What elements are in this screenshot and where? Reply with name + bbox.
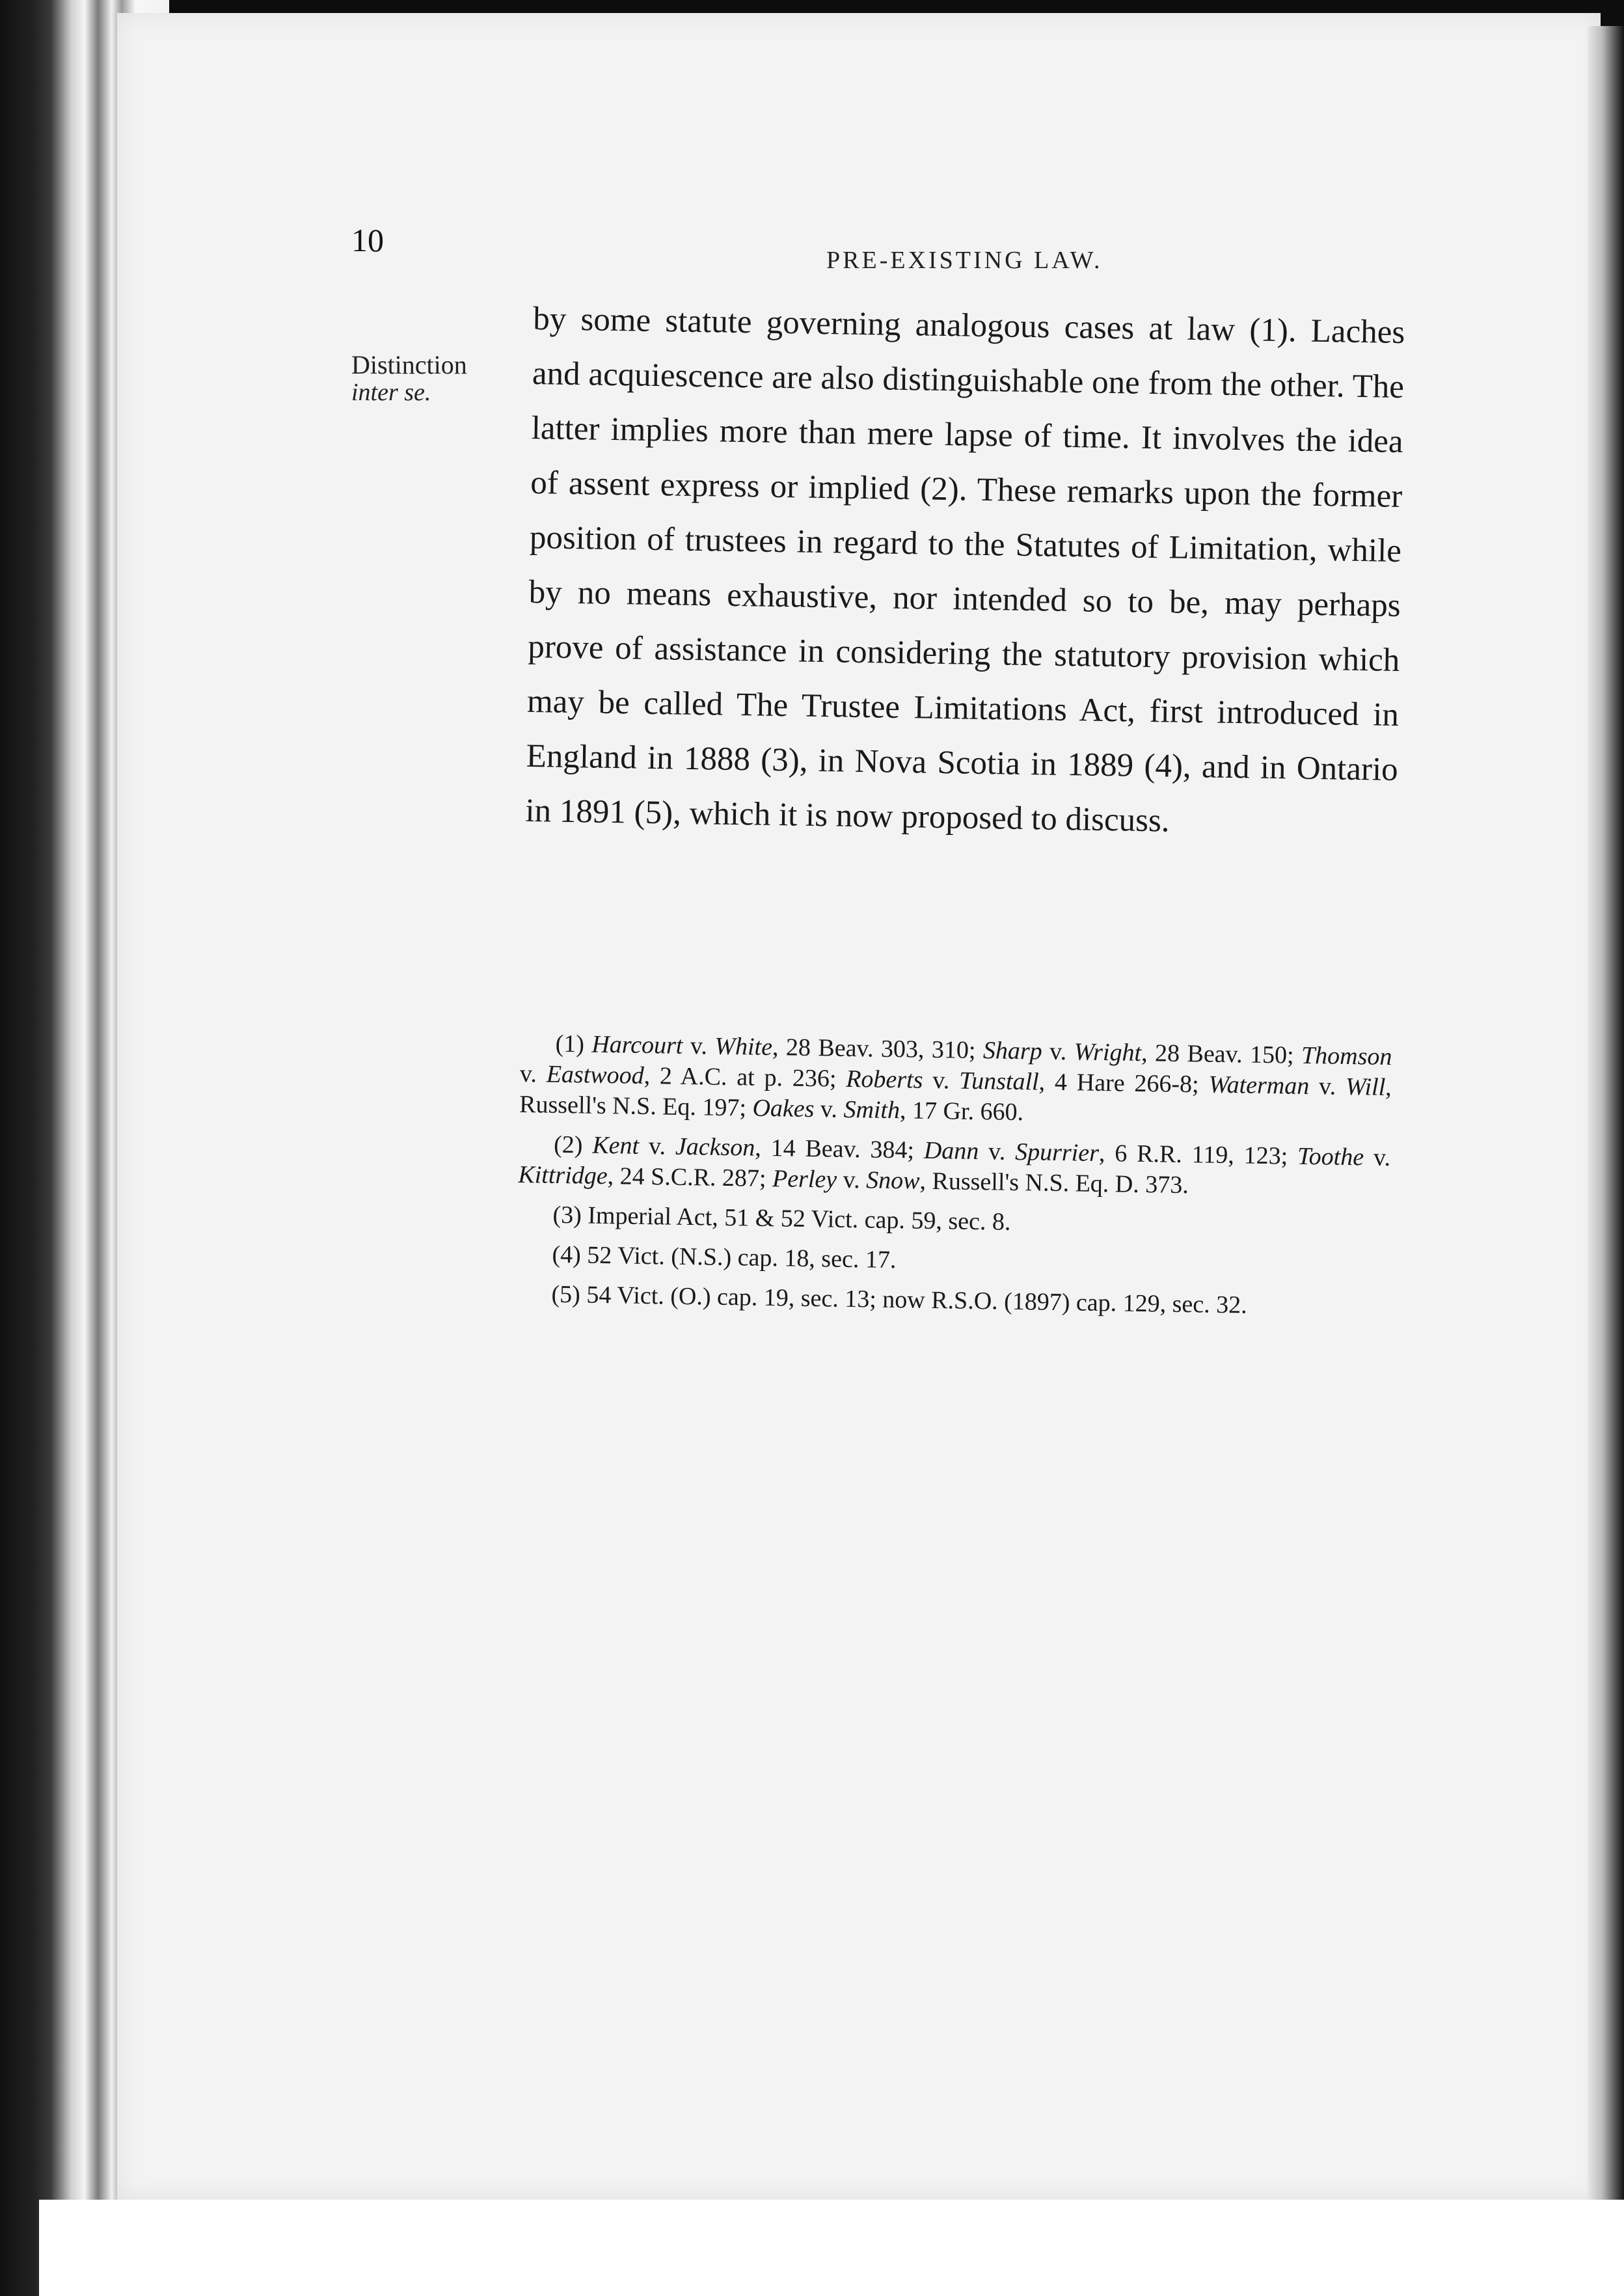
case-name: Will xyxy=(1345,1073,1386,1101)
footnote-text: , 28 Beav. 303, 310; xyxy=(772,1033,984,1065)
footnote-text: (4) 52 Vict. (N.S.) cap. 18, sec. 17. xyxy=(552,1240,897,1274)
case-name: Roberts xyxy=(845,1065,923,1094)
case-name: Oakes xyxy=(752,1094,815,1123)
margin-note-line-1: Distinction xyxy=(351,350,467,379)
footnote-text: , 28 Beav. 150; xyxy=(1141,1039,1302,1069)
case-name: Jackson xyxy=(675,1132,755,1162)
footnote-text: (2) xyxy=(553,1130,593,1159)
footnote-4 xyxy=(517,1239,1389,1283)
case-name: Tunstall xyxy=(958,1067,1039,1096)
case-name: Toothe xyxy=(1297,1142,1364,1171)
case-name: Kent xyxy=(592,1131,640,1160)
footnote-text: v. xyxy=(519,1059,547,1088)
case-name: Harcourt xyxy=(591,1030,683,1059)
page-right-edge xyxy=(1588,26,1624,2200)
case-name: Smith xyxy=(843,1095,900,1125)
footnote-text: , 4 Hare 266-8; xyxy=(1038,1068,1209,1099)
footnote-text: , Russell's N.S. Eq. D. 373. xyxy=(919,1167,1189,1199)
margin-note xyxy=(351,351,514,406)
footnotes xyxy=(516,1028,1392,1332)
case-name: White xyxy=(714,1032,773,1061)
footnote-text: (3) Imperial Act, 51 & 52 Vict. cap. 59, sec. 8. xyxy=(552,1201,1011,1236)
footnote-text: v. xyxy=(923,1066,960,1095)
footnote-3 xyxy=(517,1199,1390,1244)
footnote-text: , 17 Gr. 660. xyxy=(899,1097,1024,1127)
case-name: Snow xyxy=(865,1166,920,1195)
case-name: Waterman xyxy=(1208,1071,1310,1100)
footnote-text: v. xyxy=(814,1095,844,1123)
footnote-text: (1) xyxy=(555,1030,592,1058)
case-name: Kittridge xyxy=(518,1160,608,1190)
footnote-text: , 14 Beav. 384; xyxy=(754,1134,925,1164)
body-text xyxy=(525,292,1405,852)
footnote-2 xyxy=(518,1129,1390,1204)
case-name: Perley xyxy=(772,1165,837,1194)
footnote-text: , 2 A.C. at p. 236; xyxy=(643,1061,846,1093)
footnote-text: v. xyxy=(683,1032,715,1060)
footnote-text: v. xyxy=(836,1166,867,1194)
footnote-text: , 24 S.C.R. 287; xyxy=(607,1162,773,1193)
case-name: Sharp xyxy=(982,1037,1043,1065)
case-name: Thomson xyxy=(1301,1041,1392,1071)
running-head: PRE-EXISTING LAW. xyxy=(826,247,1103,274)
page-number: 10 xyxy=(351,222,384,258)
case-name: Dann xyxy=(923,1136,979,1166)
footnote-text: v. xyxy=(979,1138,1016,1166)
footnote-text: v. xyxy=(1042,1037,1075,1066)
margin-note-line-2: inter se. xyxy=(351,379,431,406)
footnote-text: v. xyxy=(1308,1073,1346,1100)
footnote-text: , Russell's N.S. Eq. 197; xyxy=(519,1073,1392,1122)
footnote-text: v. xyxy=(638,1132,676,1160)
case-name: Spurrier xyxy=(1014,1138,1100,1167)
footnote-1 xyxy=(519,1028,1392,1134)
case-name: Eastwood xyxy=(546,1060,644,1089)
footnote-text: v. xyxy=(1363,1143,1391,1172)
footnote-text: , 6 R.R. 119, 123; xyxy=(1098,1139,1298,1170)
case-name: Wright xyxy=(1074,1038,1142,1067)
footnote-text: (5) 54 Vict. (O.) cap. 19, sec. 13; now R.S.O. (1897) cap. 129, sec. 32. xyxy=(551,1280,1248,1319)
page-bottom-background xyxy=(39,2200,1624,2296)
body-paragraph: by some statute governing analogous cases at law (1). Laches and acquiescence are also distinguishable one from the other. The latter implies more than mere lapse of time. It involves the idea of assent express or implied (2). These remarks upon the former position of trustees in regard to the Statutes of Limitation, while by no means exhaustive, nor intended so to be, may perhaps prove of assistance in considering the statutory provision which may be called The Trustee Limitations Act, first introduced in England in 1888 (3), in Nova Scotia in 1889 (4), and in Ontario in 1891 (5), which it is now proposed to discuss. xyxy=(525,300,1405,840)
footnote-5 xyxy=(516,1279,1388,1323)
